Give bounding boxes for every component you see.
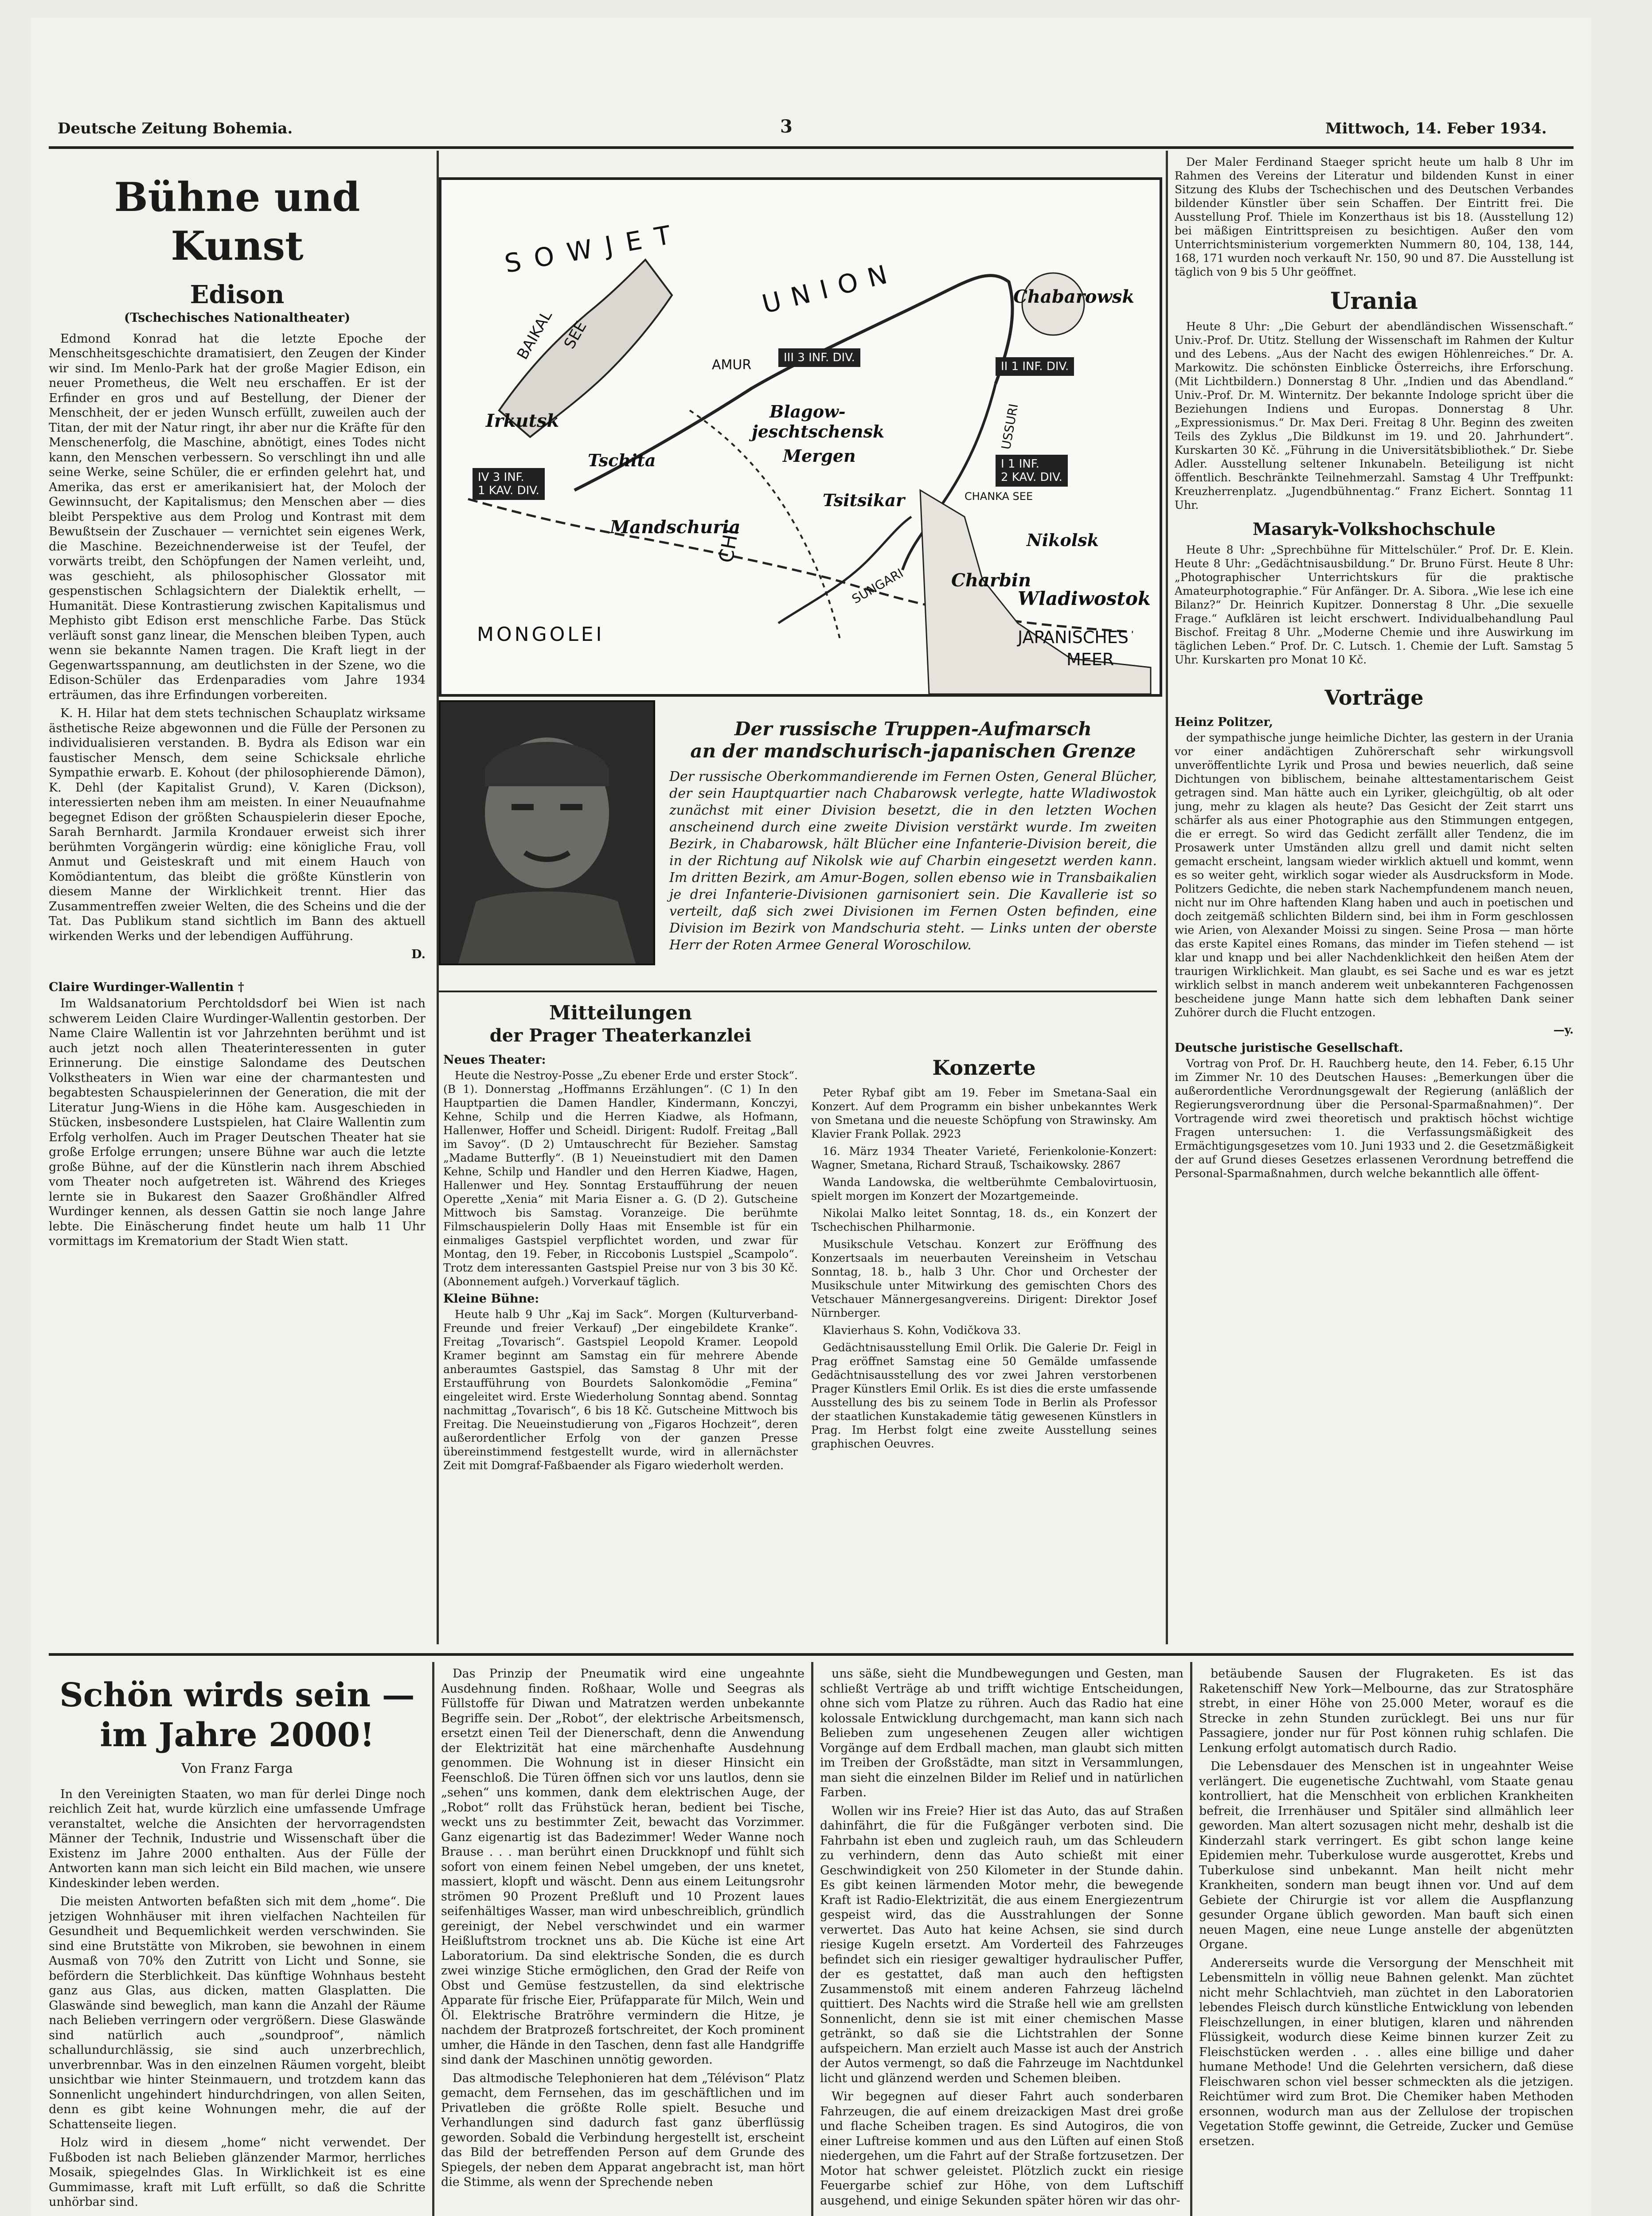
map-label-meer: MEER: [1066, 650, 1114, 669]
feuilleton-paragraph: Andererseits wurde die Versorgung der Menschheit mit Lebensmitteln in völlig neue Bahnen gelenkt. Man züchtet nicht mehr Schlachtvieh, man züchtet in den Laboratorien lebendes Fleisch durch künstliche Entwicklung von lebenden Fleischzellungen, in einer blutigen, klaren und nährenden Flüssigkeit, wodurch diese Keime binnen kurzer Zeit zu Fleischstücken werden . . . alles eine billige und daher humane Methode! Und die Gelehrten versichern, daß diese Fleischwaren schon viel besser schmeckten als die jetzigen. Reichtümer wird zum Brot. Die Chemiker haben Methoden ersonnen, wodurch man aus der Zellulose der tropischen Vegetation Stoffe gewinnt, die Getreide, Zucker und Gemüse ersetzen.: [1199, 1956, 1574, 2148]
feuilleton-paragraph: Die meisten Antworten befaßten sich mit dem „home“. Die jetzigen Wohnhäuser mit ihren vielfachen Nachteilen für Gesundheit und Bequemlichkeit werden verschwinden. Sie sind eine Brutstätte von Mikroben, sie bewohnen in einem Ausmaß von 70% den Zutritt von Licht und Sonne, sie befördern die Sterblichkeit. Das künftige Wohnhaus besteht ganz aus Glas, aus dicken, matten Glasplatten. Die Glaswände sind beweglich, man kann die Anzahl der Räume nach Belieben verringern oder vergrößern. Diese Glaswände sind natürlich auch „soundproof“, nämlich schallundurchlässig, sie sind auch unzerbrechlich, unverbrennbar. Was in den einzelnen Räumen vorgeht, bleibt unsichtbar wie hinter Steinmauern, und trotzdem kann das Sonnenlicht ungehindert hindurchdringen, von allen Seiten, denn es gibt keine Wohnungen mehr, die auf der Schattenseite liegen.: [49, 1895, 426, 2131]
division-iii-box: III 3 INF. DIV.: [778, 348, 860, 367]
obituary-title: Claire Wurdinger-Wallentin †: [49, 980, 244, 994]
section-title: Bühne und Kunst: [114, 174, 360, 269]
feuilleton-paragraph: Holz wird in diesem „home“ nicht verwendet. Der Fußboden ist nach Belieben glänzender Marmor, herrliches Mosaik, spiegelndes Glas. In Wirklichkeit ist es eine Gummimasse, kraft mit Luft erfüllt, so daß die Schritte unhörbar sind.: [49, 2136, 426, 2209]
vortraege-subtitle: Heinz Politzer,: [1175, 715, 1273, 729]
feuilleton-paragraph: betäubende Sausen der Flugraketen. Es ist das Raketenschiff New York—Melbourne, das zur Stratosphäre strebt, in einer Höhe von 25.000 Meter, worauf es die Strecke in zehn Stunden zurücklegt. Bei uns nur für Passagiere, jonder nur für Post können ruhig schlafen. Die Lenkung erfolgt automatisch durch Radio.: [1199, 1667, 1574, 1755]
section-rule: [439, 991, 1157, 992]
article-paragraph: Edmond Konrad hat die letzte Epoche der Menschheitsgeschichte dramatisiert, den Zeugen der Kinder wir sind. Im Menlo-Park hat der große Magier Edison, ein neuer Prometheus, die Welt neu erschaffen. Er ist der Erfinder en gros und auf Bestellung, der Diener der Menschheit, der er jeden Wunsch erfüllt, zuweilen auch der Titan, der mit der Natur ringt, ihr aber nur die Kräfte für den Menschenerfolg, die Maschine, abnötigt, eines Todes nicht kann, den Menschen verbessern. So verschlingt ihn und alle seine Werke, seine Schüler, die er erfinden gelehrt hat, und Amerika, das erst er amerikanisiert hat, der Moloch der Gewinnsucht, der Kapitalismus; den Menschen aber — dies bleibt Perspektive aus dem Prolog und Kontrast mit dem Bewußtsein der Zuschauer — vernichtet sein eigenes Werk, die Maschine. Bezeichnenderweise ist der Teufel, der vorwärts treibt, den Schöpfungen der Namen verleiht, und, was geschieht, als philosophischer Glossator mit gespenstischen Schlagsichtern der Dialektik erhellt, — Humanität. Diese Kontrastierung zwischen Kapitalismus und Mephisto gibt Edison erst menschliche Farbe. Das Stück verläuft sonst ganz linear, die Menschen bleiben Typen, auch wenn sie bekannte Namen tragen. Die Kraft liegt in der Gegenwartsspannung, am deutlichsten in der Szene, wo die Edison-Schüler das Erdenparadies vom Jahre 1934 erträumen, das ihre Erfindungen vorbereiten.: [49, 332, 426, 702]
map-label-baikal: BAIKAL: [513, 307, 556, 363]
feuilleton-col2: [441, 1666, 805, 2216]
map-label-japanisches: JAPANISCHES: [1018, 628, 1129, 647]
neues-theater-text: Heute die Nestroy-Posse „Zu ebener Erde und erster Stock“. (B 1). Donnerstag „Hoffmanns Erzählungen“. (C 1) In den Hauptpartien die Damen Handler, Kindermann, Konczyi, Kehne, Schilp und die Herren Kiadwe, als Hofmann, Hallenwer, Hoffer und Scheidl. Dirigent: Rudolf. Freitag „Ball im Savoy“. (D 2) Umtauschrecht für Bezieher. Samstag „Madame Butterfly“. (B 1) Neueinstudiert mit den Damen Kehne, Schilp und Handler und den Herren Kiadwe, Hagen, Hallenwer und Hey. Sonntag Erstaufführung der neuen Operette „Xenia“ mit Maria Eisner a. G. (D 2). Gutscheine Mittwoch bis Samstag. Voranzeige. Die berühmte Filmschauspielerin Dolly Haas mit Ensemble ist für ein einmaliges Gastspiel verpflichtet worden, und zwar für Montag, den 19. Feber, in Riccobonis Lustspiel „Scampolo“. Trotz dem interessanten Gastspiel Preise nur von 3 bis 30 Kč. (Abonnement aufgeh.) Vorverkauf täglich.: [443, 1069, 798, 1288]
portrait-image: [441, 702, 653, 964]
theaterkanzlei-column: [443, 1002, 798, 1640]
article-title: Edison: [190, 280, 285, 309]
konzert-item: Nikolai Malko leitet Sonntag, 18. ds., ein Konzert der Tschechischen Philharmonie.: [811, 1207, 1157, 1233]
urania-title: Urania: [1330, 288, 1418, 315]
map-label-mongolei: MONGOLEI: [477, 623, 605, 646]
konzert-item: Peter Rybaf gibt am 19. Feber im Smetana-Saal ein Konzert. Auf dem Programm ein bisher unbekanntes Werk von Smetana und die neueste Schöpfung von Strawinsky. Am Klavier Frank Pollak. 2923: [811, 1086, 1157, 1140]
division-iv-line2: 1 KAV. DIV.: [478, 484, 539, 497]
map-label-nikolsk: Nikolsk: [1027, 530, 1099, 550]
division-iv-box: [473, 468, 545, 500]
obituary-text: Im Waldsanatorium Perchtoldsdorf bei Wien ist nach schwerem Leiden Claire Wurdinger-Wallentin gestorben. Der Name Claire Wallentin ist vor Jahrzehnten berühmt und ist auch jetzt noch allen Theaterinteressenten in guter Erinnerung. Die einstige Salondame des Deutschen Volkstheaters in Wien war eine der charmantesten und begabtesten Schauspielerinnen der Generation, die mit der Literatur Jung-Wiens in die Höhe kam. Ausgeschieden in Stücken, insbesondere Lustspielen, hat Claire Wallentin zum Erfolg verholfen. Auch im Prager Deutschen Theater hat sie große Erfolge errungen; unsere Bühne war auch die letzte große Bühne, auf der die Künstlerin nach ihrem Abschied vom Theater noch aufgetreten ist. Während des Krieges lernte sie in Bukarest den Saazer Großhändler Alfred Wurdinger kennen, als dessen Gattin sie noch lange Jahre lebte. Die Einäscherung findet heute um halb 11 Uhr vormittags im Krematorium der Stadt Wien statt.: [49, 997, 426, 1248]
paper-name: Deutsche Zeitung Bohemia.: [58, 120, 293, 137]
feuilleton-paragraph: Das Prinzip der Pneumatik wird eine ungeahnte Ausdehnung finden. Roßhaar, Wolle und Seegras als Füllstoffe für Diwan und Matratzen werden unbekannte Begriffe sein. Der „Robot“, der elektrische Arbeitsmensch, ersetzt einen Teil der Dienerschaft, denn die Anwendung der Elektrizität hat eine märchenhafte Ausdehnung genommen. Die Wohnung ist in dieser Hinsicht ein Feenschloß. Die Türen öffnen sich vor uns lautlos, denn sie „sehen“ uns kommen, dank dem elektrischen Auge, der „Robot“ rollt das Frühstück heran, bedient bei Tische, weckt uns zu bestimmter Zeit, bewacht das Vorzimmer. Ganz eigenartig ist das Badezimmer! Weder Wanne noch Brause . . . man berührt einen Druckknopf und fühlt sich sofort von einem feinen Nebel umgeben, der uns knetet, massiert, klopft und wäscht. Denn aus einem Leitungsrohr strömen 90 Prozent Preßluft und 10 Prozent laues seifenhältiges Wasser, man wird unbeschreiblich, gründlich gereinigt, der Nebel verschwindet und ein warmer Heißluftstrom trocknet uns ab. Die Küche ist eine Art Laboratorium. Da sind elektrische Sonden, die es durch zwei winzige Stiche ermöglichen, den Grad der Reife von Obst und Gemüse festzustellen, da sind elektrische Apparate für frische Eier, Prüfapparate für Milch, Wein und Öl. Elektrische Bratröhre vermindern die Hitze, je nachdem der Bratprozeß fortschreitet, der Koch prominent umher, die Hände in den Taschen, denn fast alle Handgriffe sind dank der Maschinen unnötig geworden.: [441, 1667, 805, 2067]
troop-map: [439, 177, 1162, 697]
map-label-tschita: Tschita: [588, 450, 656, 470]
theaterkanzlei-title-line1: Mitteilungen: [549, 1002, 692, 1024]
feuilleton-paragraph: uns säße, sieht die Mundbewegungen und Gesten, man schließt Verträge ab und trifft wichtige Entscheidungen, ohne sich vom Platze zu rühren. Auch das Radio hat eine kolossale Entwicklung durchgemacht, man kann sich nach Belieben zum ungesehenen Zeugen aller wichtigen Vorgänge auf dem Erdball machen, man glaubt sich mitten im Treiben der Großstädte, man sitzt in Versammlungen, man sieht die einzelnen Bilder im Relief und in natürlichen Farben.: [820, 1667, 1183, 1799]
column-divider: [1166, 151, 1168, 1644]
issue-date: Mittwoch, 14. Feber 1934.: [1325, 120, 1547, 137]
kleine-buehne-heading: Kleine Bühne:: [443, 1292, 539, 1306]
vortraege-title: Vorträge: [1324, 686, 1424, 710]
map-label-union: UNION: [759, 257, 901, 320]
neues-theater-heading: Neues Theater:: [443, 1053, 546, 1067]
map-label-chanka-see: CHANKA SEE: [965, 490, 1033, 503]
feuilleton-col4: [1199, 1666, 1574, 2216]
newspaper-page: [31, 18, 1591, 2216]
caption-text: Der russische Oberkommandierende im Fernen Osten, General Blücher, der sein Hauptquartier nach Chabarowsk verlegte, hatte Wladiwostok zunächst mit einer Division besetzt, die in den letzten Wochen anscheinend durch eine zweite Division verstärkt wurde. Im zweiten Bezirk, in Chabarowsk, hält Blücher eine Infanterie-Division bereit, die in der Richtung auf Nikolsk wie auf Charbin eingesetzt werden kann. Im dritten Bezirk, am Amur-Bogen, sollen ebenso wie in Transbaikalien je drei Infanterie-Divisionen garnisoniert sein. Die Kavallerie ist so verteilt, daß sich zwei Divisionen im Fernen Osten befinden, eine Division im Bezirk von Mandschuria steht. — Links unten der oberste Herr der Roten Armee General Woroschilow.: [669, 769, 1157, 953]
map-label-irkutsk: Irkutsk: [486, 410, 559, 431]
portrait-photo: [439, 700, 655, 965]
map-label-amur: AMUR: [712, 357, 752, 373]
konzert-item: Gedächtnisausstellung Emil Orlik. Die Galerie Dr. Feigl in Prag eröffnet Samstag eine 50 Gemälde umfassende Gedächtnisausstellung des vor zwei Jahren verstorbenen Prager Künstlers Emil Orlik. Es ist dies die erste umfassende Ausstellung des bis zu seinem Tode in Berlin als Professor der staatlichen Kunstakademie tätig gewesenen Künstlers in Prag. Im Herbst folgt eine zweite Ausstellung seines graphischen Oeuvres.: [811, 1341, 1157, 1450]
page-number: 3: [780, 116, 793, 137]
article-paragraph: K. H. Hilar hat dem stets technischen Schauplatz wirksame ästhetische Reize abgewonnen und die Fülle der Personen zu individualisieren verstanden. B. Bydra als Edison war ein faustischer Mensch, dem seine Schicksale ehrliche Sympathie erwarb. E. Kohout (der philosophierende Dämon), K. Dehl (der Kapitalist Grund), V. Karen (Dickson), interessierten neben ihm am meisten. In einer Neuaufnahme begegnet Edison der größten Schauspielerin dieser Epoche, Sarah Bernhardt. Jarmila Krondauer erweist sich ihrer berühmten Vorgängerin würdig: eine königliche Frau, voll Anmut und Geisteskraft und mit einem Hauch von Komödiantentum, das bleibt die größte Künstlerin von diesem Manne der Wirklichkeit trennt. Hier das Zusammentreffen zweier Welten, die des Scheins und die der Tat. Das Publikum stand sichtlich im Bann des aktuell wirkenden Werks und der lebendigen Aufführung.: [49, 706, 426, 943]
vortraege-text: der sympathische junge heimliche Dichter, las gestern in der Urania vor einer andächtigen Zuhörerschaft sehr wirkungsvoll unveröffentlichte Lyrik und Prosa und bewies neuerlich, daß seine Dichtungen von biblischem, beinahe alttestamentarischem Geist getragen sind. Man hätte auch ein Lyriker, gleichgültig, ob alt oder jung, mehr zu klagen als heute? Das Gesicht der Zeit starrt uns schärfer als aus einer Photographie aus den Stimmungen entgegen, die er erregt. So wird das Gedicht zerfällt aller Tendenz, die im Prosawerk unter Umständen allzu grell und damit nicht selten gemacht erscheint, langsam wieder wirklich aktuell und kommt, wenn es so weiter geht, wirklich sogar wieder als Ausdrucksform in Mode. Politzers Gedichte, die neben stark Nachempfundenem manch neuen, nicht nur im Ohre haftenden Klang haben und auch in poetischen und doch zeitgemäß schlichten Bildern sind, bei ihm in Form geschlossen wie Arien, von Alexander Moissi zu singen. Seine Prosa — man hörte das erste Kapitel eines Romans, das minder im Tiefen stehend — ist klar und knapp und bei aller Nachdenklichkeit den heißen Atem der traurigen Wirklichkeit. Man glaubt, es sei Sache und es war es jetzt wirklich selbst in manch anderem weit unbekannteren Fachgenossen bescheidene junge Mann hatte sich dem lebhaften Dank seiner Zuhörer durch die Flucht entzogen.: [1175, 731, 1574, 1019]
masaryk-title: Masaryk-Volkshochschule: [1252, 519, 1496, 539]
feuilleton-paragraph: Das altmodische Telephonieren hat dem „Télévison“ Platz gemacht, dem Fernsehen, das im geschäftlichen und im Privatleben die größte Rolle spielt. Besuche und Verhandlungen sind dadurch fast ganz überflüssig geworden. Sobald die Verbindung hergestellt ist, erscheint das Bild der betreffenden Person auf dem Grunde des Spiegels, der neben dem Apparat angebracht ist, man hört die Stimme, als wenn der Sprechende neben: [441, 2071, 805, 2189]
juristische-text: Vortrag von Prof. Dr. H. Rauchberg heute, den 14. Feber, 6.15 Uhr im Zimmer Nr. 10 des Deutschen Hauses: „Bemerkungen über die außerordentliche Verordnungsgewalt der Regierung (anläßlich der Regierungsverordnung über die Personal-Sparmaßnahmen)“. Der Vortragende wird zwei theoretisch und praktisch höchst wichtige Fragen untersuchen: 1. die Verfassungsmäßigkeit des Ermächtigungsgesetzes vom 10. Juni 1933 und 2. die Gesetzmäßigkeit der auf Grund dieses Gesetzes erlassenen Verordnung betreffend die Personal-Sparmaßnahmen, durch welche bekanntlich alle öffent-: [1175, 1057, 1574, 1180]
article-initial: D.: [411, 948, 426, 961]
konzert-item: Wanda Landowska, die weltberühmte Cembalovirtuosin, spielt morgen im Konzert der Mozartgemeinde.: [811, 1176, 1157, 1202]
division-i-line1: I 1 INF.: [1001, 457, 1039, 471]
map-label-jeschtschensk: jeschtschensk: [752, 421, 885, 441]
column-divider: [811, 1662, 813, 2216]
konzerte-column: [811, 1002, 1157, 1640]
konzert-item: Musikschule Vetschau. Konzert zur Eröffnung des Konzertsaals im neuerbauten Vereinsheim in Vetschau Sonntag, 18. b., halb 3 Uhr. Chor und Orchester der Musikschule unter Mitwirkung des gemischten Chors des Vetschauer Männergesangvereins. Dirigent: Direktor Josef Nürnberger.: [811, 1238, 1157, 1319]
kleine-buehne-text: Heute halb 9 Uhr „Kaj im Sack“. Morgen (Kulturverband-Freunde und freier Verkauf) „Der eingebildete Kranke“. Freitag „Tovarisch“. Gastspiel Leopold Kramer. Leopold Kramer beginnt am Samstag ein für mehrere Abende anberaumtes Gastspiel, das Samstag 8 Uhr mit der Erstaufführung von Bourdets Salonkomödie „Femina“ eingeleitet wird. Erste Wiederholung Sonntag abend. Sonntag nachmittag „Tovarisch“, 6 bis 18 Kč. Gutscheine Mittwoch bis Freitag. Die Neueinstudierung von „Figaros Hochzeit“, deren außerordentlicher Erfolg von der ganzen Presse übereinstimmend festgestellt wurde, wird in allernächster Zeit mit Domgraf-Faßbaender als Figaro wiederholt werden.: [443, 1308, 798, 1472]
right-column: [1175, 155, 1574, 1649]
left-column: [49, 155, 426, 1658]
feuilleton-col1: [49, 1666, 426, 2216]
map-label-wladiwostok: Wladiwostok: [1018, 588, 1151, 609]
division-ii-box: II 1 INF. DIV.: [996, 357, 1074, 376]
map-label-charbin: Charbin: [951, 570, 1031, 591]
border-line: [468, 499, 1133, 632]
intro-text: Der Maler Ferdinand Staeger spricht heute um halb 8 Uhr im Rahmen des Vereins der Literatur und bildenden Kunst in einer Sitzung des Klubs der Tschechischen und des Deutschen Verbandes bildender Künstler über sein Schaffen. Der Eintritt frei. Die Ausstellung Prof. Thiele im Konzerthaus ist bis 18. (Ausstellung 12) bei mäßigen Eintrittspreisen zu besichtigen. Außer den vom Unterrichtsministerium vorgemerkten Nummern 80, 104, 138, 144, 168, 171 wurden noch verkauft Nr. 150, 90 und 87. Die Ausstellung ist täglich von 9 bis 5 Uhr geöffnet.: [1175, 156, 1574, 278]
feuilleton-paragraph: Die Lebensdauer des Menschen ist in ungeahnter Weise verlängert. Die eugenetische Zuchtwahl, vom Staate genau kontrolliert, hat die Menschheit von erblichen Krankheiten befreit, die Irrenhäuser und Spitäler sind allmählich leer geworden. Man altert sozusagen nicht mehr, deshalb ist die Kinderzahl stark verringert. Es gibt schon lange keine Epidemien mehr. Tuberkulose wurde ausgerottet, Krebs und Tuberkulose sind unbekannt. Man heilt nicht mehr Krankheiten, sondern man beugt ihnen vor. Und auf dem Gebiete der Chirurgie ist vor allem die Auspflanzung gesunder Organe üblich geworden. Man bauft sich einen neuen Magen, eine neue Lunge anstelle der abgenützten Organe.: [1199, 1760, 1574, 1951]
feuilleton-col3: [820, 1666, 1183, 2216]
division-i-line2: 2 KAV. DIV.: [1001, 471, 1062, 484]
caption-title-line2: an der mandschurisch-japanischen Grenze: [690, 740, 1136, 762]
column-divider: [432, 1662, 434, 2216]
column-divider: [1190, 1662, 1192, 2216]
theaterkanzlei-title-line2: der Prager Theaterkanzlei: [489, 1025, 752, 1046]
map-caption: [669, 718, 1157, 954]
division-i-box: [996, 455, 1068, 487]
feuilleton-title-line1: Schön wirds sein —: [59, 1676, 415, 1714]
map-label-chabarowsk: Chabarowsk: [1013, 286, 1135, 307]
feuilleton-paragraph: Wollen wir ins Freie? Hier ist das Auto, das auf Straßen dahinfährt, die für die Fußgänger verboten sind. Die Fahrbahn ist eben und zugleich rauh, um das Schleudern zu verhindern, denn das Auto schießt mit einer Geschwindigkeit von 250 Kilometer in der Stunde dahin. Es gibt keinen lärmenden Motor mehr, die bewegende Kraft ist Radio-Elektrizität, die aus einem Energiezentrum gespeist wird, das die Ausstrahlungen der Sonne verwertet. Das Auto hat keine Achsen, sie sind durch riesige Kugeln ersetzt. Am Vorderteil des Fahrzeuges befindet sich ein riesiger gewaltiger hydraulischer Puffer, der es gestattet, daß man auch den heftigsten Zusammenstoß mit einem anderen Fahrzeug lächelnd quittiert. Des Nachts wird die Straße hell wie am grellsten Sonnenlicht, denn sie ist mit einer chemischen Masse getränkt, so daß sie die Lichtstrahlen der Sonne aufspeichern. Man erzielt auch Masse ist auch der Anstrich der Autos vermengt, so daß die Fahrzeuge im Nachtdunkel licht und glänzend werden und Schemen bleiben.: [820, 1804, 1183, 2085]
urania-text: Heute 8 Uhr: „Die Geburt der abendländischen Wissenschaft.“ Univ.-Prof. Dr. Utitz. Stellung der Wissenschaft im Rahmen der Kultur und des Lebens. „Aus der Nacht des ewigen Höhlenreiches.“ Dr. A. Markowitz. Die schönsten Einblicke Österreichs, ihre Erforschung. (Mit Lichtbildern.) Donnerstag 8 Uhr. „Indien und das Abendland.“ Univ.-Prof. Dr. M. Winternitz. Der bekannte Indologe spricht über die Beziehungen Indiens und Europas. Donnerstag 8 Uhr. „Expressionismus.“ Dr. Max Deri. Freitag 8 Uhr. Beginn des zweiten Teils des Zyklus „Die Bildkunst im 19. und 20. Jahrhundert“. Kurskarten 30 Kč. „Führung in die Universitätsbibliothek.“ Dr. Siebe Adler. Ausstellung seltener Inkunabeln. Beteiligung ist nicht öffentlich. Beschränkte Teilnehmerzahl. Samstag 4 Uhr Treffpunkt: Kreuzherrenplatz. „Jugendbühnentag.“ Franz Eichert. Sonntag 11 Uhr.: [1175, 320, 1574, 511]
article-subtitle: (Tschechisches Nationaltheater): [124, 310, 351, 325]
konzert-item: 16. März 1934 Theater Varieté, Ferienkolonie-Konzert: Wagner, Smetana, Richard Strauß, Tschaikowsky. 2867: [811, 1145, 1157, 1171]
caption-title-line1: Der russische Truppen-Aufmarsch: [734, 718, 1092, 740]
feuilleton-title-line2: im Jahre 2000!: [100, 1716, 375, 1754]
map-label-mandschuria: Mandschuria: [610, 517, 741, 538]
feuilleton-paragraph: Wir begegnen auf dieser Fahrt auch sonderbaren Fahrzeugen, die auf einem dreizackigen Mast drei große und flache Scheiben tragen. Es sind Autogiros, die von einer Luftreise kommen und aus den Lüften auf einen Stoß niedergehen, um die Fahrt auf der Straße fortzusetzen. Der Motor hat schwer geleistet. Plötzlich zuckt ein riesige Feuergarbe schief zur Höhe, von dem Luftschiff ausgehend, und einige Sekunden später hören wir das ohr-: [820, 2090, 1183, 2208]
map-label-mergen: Mergen: [783, 446, 856, 466]
map-label-blagow: Blagow-: [769, 402, 846, 421]
map-label-tsitsikar: Tsitsikar: [823, 490, 905, 510]
masthead-rule: [49, 146, 1574, 149]
division-iv-line1: IV 3 INF.: [478, 471, 524, 484]
juristische-title: Deutsche juristische Gesellschaft.: [1175, 1041, 1403, 1055]
feuilleton-paragraph: In den Vereinigten Staaten, wo man für derlei Dinge noch reichlich Zeit hat, wurde kürzlich eine umfassende Umfrage veranstaltet, welche die Ansichten der hervorragendsten Männer der Technik, Industrie und Wissenschaft über die Existenz im Jahre 2000 enthalten. Aus der Fülle der Antworten kann man sich leicht ein Bild machen, wie unsere Kindeskinder leben werden.: [49, 1787, 426, 1890]
feuilleton-author: Von Franz Farga: [181, 1761, 293, 1776]
konzerte-title: Konzerte: [932, 1056, 1036, 1080]
map-label-sungari: SUNGARI: [849, 566, 906, 607]
feuilleton-rule: [49, 1653, 1574, 1656]
konzert-item: Klavierhaus S. Kohn, Vodičkova 33.: [823, 1324, 1021, 1337]
map-label-ussuri: USSURI: [998, 402, 1021, 451]
map-label-sowjet: SOWJET: [502, 218, 686, 279]
map-label-china: CHI: [715, 527, 743, 565]
map-label-see: SEE: [560, 318, 590, 352]
vortraege-initial: —y.: [1553, 1023, 1574, 1036]
masaryk-text: Heute 8 Uhr: „Sprechbühne für Mittelschüler.“ Prof. Dr. E. Klein. Heute 8 Uhr: „Gedächtnisausbildung.“ Dr. Bruno Fürst. Heute 8 Uhr: „Photographischer Unterrichtskurs für die praktische Amateurphotographie.“ Für Anfänger. Dr. A. Sibora. „Wie lese ich eine Bilanz?“ Dr. Heinrich Kupitzer. Donnerstag 8 Uhr. „Die sexuelle Frage.“ Aufklären ist leicht erschwert. Individualbehandlung Paul Bischof. Freitag 8 Uhr. „Moderne Chemie und ihre Auswirkung im täglichen Leben.“ Prof. Dr. C. Lutsch. 1. Chemie der Luft. Samstag 5 Uhr. Kurskarten pro Monat 10 Kč.: [1175, 543, 1574, 666]
